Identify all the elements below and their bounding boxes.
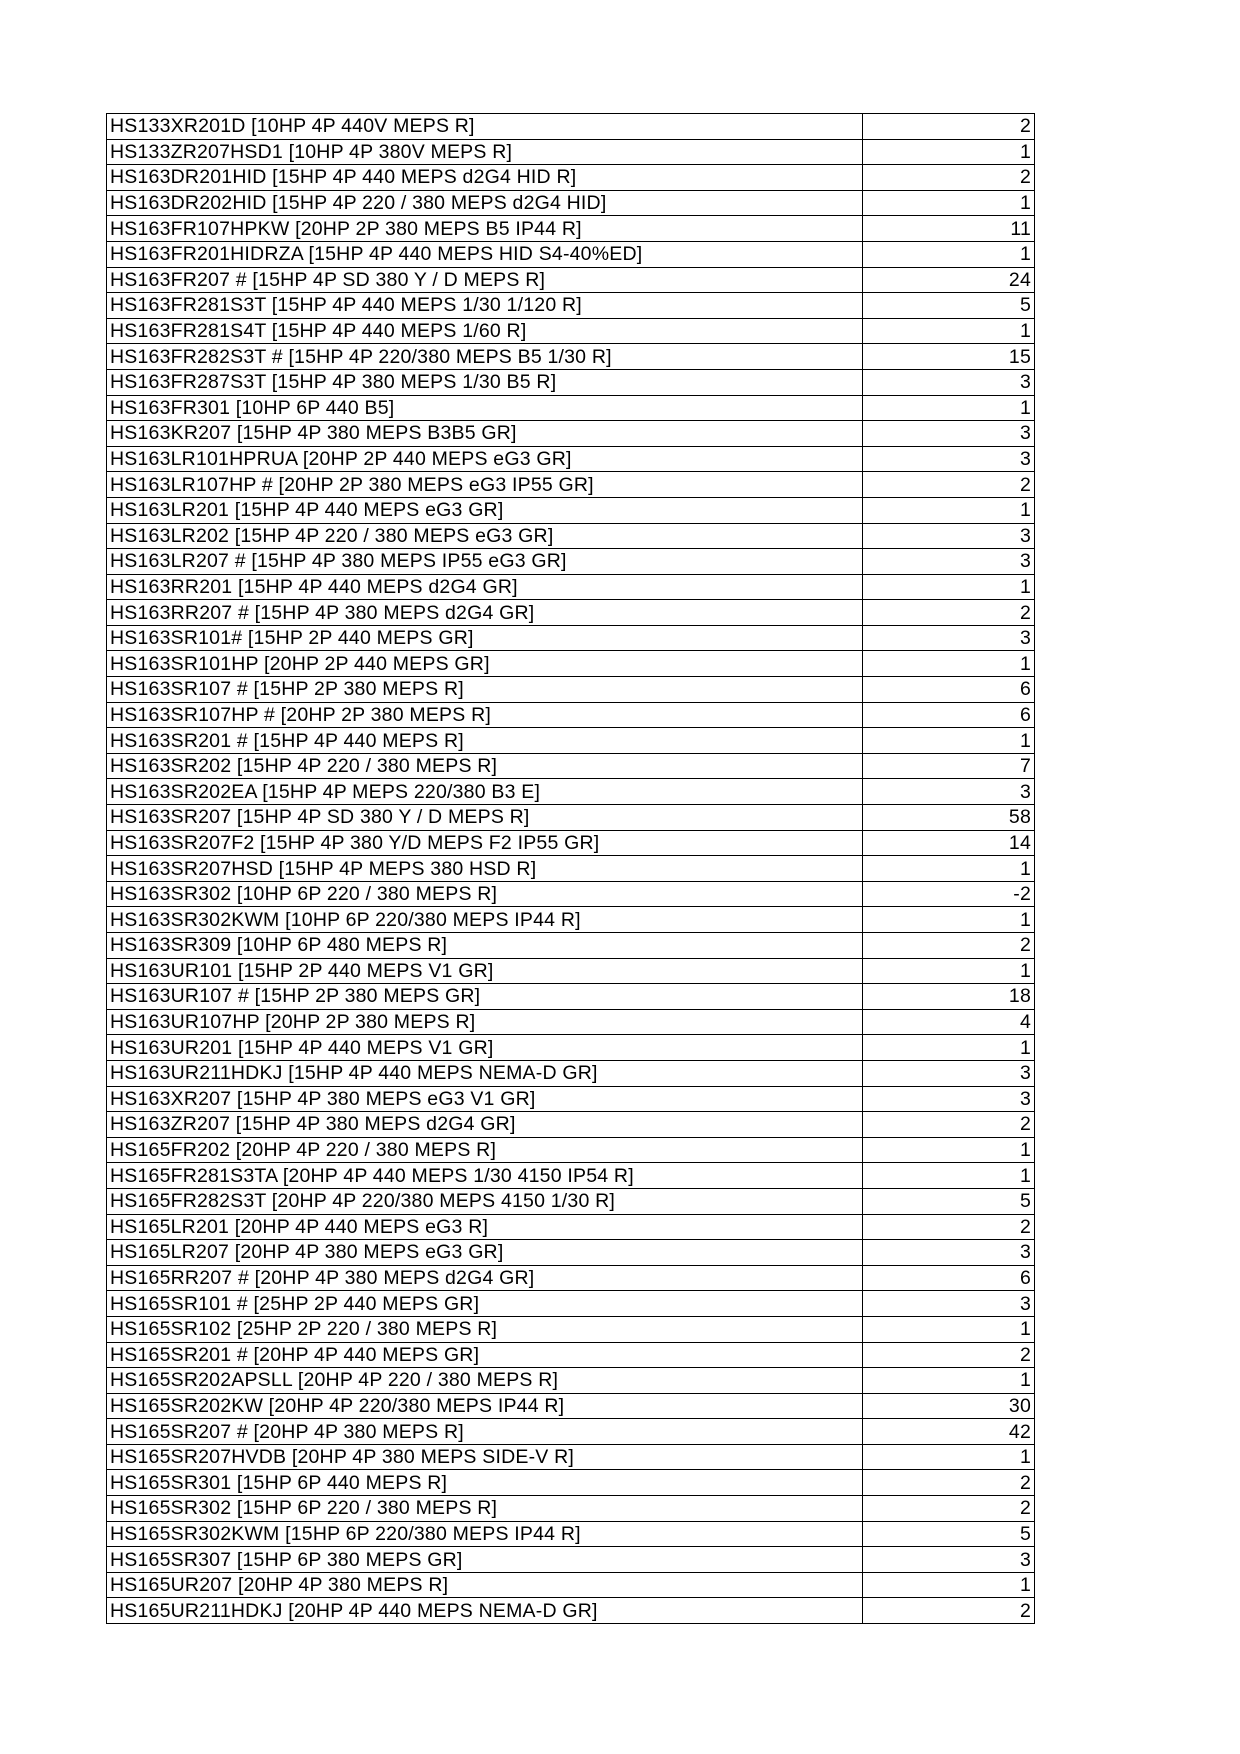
item-description-cell: HS163SR207F2 [15HP 4P 380 Y/D MEPS F2 IP55 GR] [107,830,863,856]
item-description-cell: HS165UR211HDKJ [20HP 4P 440 MEPS NEMA-D GR] [107,1598,863,1624]
item-description-cell: HS163LR201 [15HP 4P 440 MEPS eG3 GR] [107,497,863,523]
item-description-cell: HS165FR202 [20HP 4P 220 / 380 MEPS R] [107,1137,863,1163]
table-row [107,1240,1035,1266]
table-row [107,1598,1035,1624]
item-quantity-cell: 6 [863,1265,1035,1291]
item-quantity-cell: 5 [863,1521,1035,1547]
table-row [107,907,1035,933]
item-description-cell: HS165LR207 [20HP 4P 380 MEPS eG3 GR] [107,1240,863,1266]
item-quantity-cell: 1 [863,1572,1035,1598]
item-description-cell: HS163UR107 # [15HP 2P 380 MEPS GR] [107,984,863,1010]
item-description-cell: HS163FR287S3T [15HP 4P 380 MEPS 1/30 B5 R] [107,369,863,395]
item-description-cell: HS163SR202 [15HP 4P 220 / 380 MEPS R] [107,753,863,779]
table-row [107,497,1035,523]
item-description-cell: HS165SR207 # [20HP 4P 380 MEPS R] [107,1419,863,1445]
table-row [107,1368,1035,1394]
item-description-cell: HS165SR302 [15HP 6P 220 / 380 MEPS R] [107,1496,863,1522]
item-quantity-cell: 6 [863,702,1035,728]
item-description-cell: HS163SR201 # [15HP 4P 440 MEPS R] [107,728,863,754]
item-quantity-cell: 3 [863,446,1035,472]
item-quantity-cell: 1 [863,1368,1035,1394]
item-quantity-cell: 1 [863,190,1035,216]
item-quantity-cell: 3 [863,421,1035,447]
table-row [107,241,1035,267]
item-quantity-cell: 1 [863,1035,1035,1061]
item-description-cell: HS163SR309 [10HP 6P 480 MEPS R] [107,933,863,959]
table-row [107,549,1035,575]
item-description-cell: HS163UR211HDKJ [15HP 4P 440 MEPS NEMA-D GR] [107,1060,863,1086]
table-row [107,1419,1035,1445]
table-row [107,1444,1035,1470]
item-description-cell: HS163FR201HIDRZA [15HP 4P 440 MEPS HID S4-40%ED] [107,241,863,267]
item-quantity-cell: 2 [863,1112,1035,1138]
item-description-cell: HS165FR281S3TA [20HP 4P 440 MEPS 1/30 4150 IP54 R] [107,1163,863,1189]
item-quantity-cell: 2 [863,600,1035,626]
table-row [107,1547,1035,1573]
item-description-cell: HS163SR302 [10HP 6P 220 / 380 MEPS R] [107,881,863,907]
item-description-cell: HS163DR202HID [15HP 4P 220 / 380 MEPS d2G4 HID] [107,190,863,216]
item-quantity-cell: 1 [863,651,1035,677]
table-row [107,1009,1035,1035]
table-row [107,702,1035,728]
item-quantity-cell: 3 [863,1086,1035,1112]
item-quantity-cell: 58 [863,805,1035,831]
item-description-cell: HS163RR201 [15HP 4P 440 MEPS d2G4 GR] [107,574,863,600]
item-quantity-cell: 4 [863,1009,1035,1035]
item-quantity-cell: 2 [863,472,1035,498]
item-description-cell: HS163UR201 [15HP 4P 440 MEPS V1 GR] [107,1035,863,1061]
item-quantity-cell: 3 [863,779,1035,805]
item-quantity-cell: 1 [863,139,1035,165]
item-quantity-cell: 2 [863,933,1035,959]
item-description-cell: HS165SR202KW [20HP 4P 220/380 MEPS IP44 R] [107,1393,863,1419]
item-quantity-cell: 1 [863,1316,1035,1342]
item-quantity-cell: 3 [863,549,1035,575]
item-quantity-cell: -2 [863,881,1035,907]
item-description-cell: HS163FR207 # [15HP 4P SD 380 Y / D MEPS R] [107,267,863,293]
table-row [107,446,1035,472]
item-description-cell: HS163SR207HSD [15HP 4P MEPS 380 HSD R] [107,856,863,882]
item-description-cell: HS163SR202EA [15HP 4P MEPS 220/380 B3 E] [107,779,863,805]
table-row [107,1572,1035,1598]
table-row [107,1086,1035,1112]
item-description-cell: HS165SR102 [25HP 2P 220 / 380 MEPS R] [107,1316,863,1342]
table-row [107,933,1035,959]
table-row [107,1265,1035,1291]
item-quantity-cell: 15 [863,344,1035,370]
table-row [107,139,1035,165]
item-description-cell: HS165UR207 [20HP 4P 380 MEPS R] [107,1572,863,1598]
item-description-cell: HS163FR107HPKW [20HP 2P 380 MEPS B5 IP44 R] [107,216,863,242]
item-quantity-cell: 2 [863,1598,1035,1624]
table-row [107,574,1035,600]
item-quantity-cell: 1 [863,1163,1035,1189]
table-row [107,190,1035,216]
item-description-cell: HS163FR281S4T [15HP 4P 440 MEPS 1/60 R] [107,318,863,344]
item-description-cell: HS165SR302KWM [15HP 6P 220/380 MEPS IP44 R] [107,1521,863,1547]
item-quantity-cell: 18 [863,984,1035,1010]
table-row [107,1137,1035,1163]
item-quantity-cell: 1 [863,728,1035,754]
item-description-cell: HS165SR301 [15HP 6P 440 MEPS R] [107,1470,863,1496]
inventory-table-body [107,114,1035,1624]
table-row [107,856,1035,882]
item-description-cell: HS163SR207 [15HP 4P SD 380 Y / D MEPS R] [107,805,863,831]
table-row [107,958,1035,984]
table-row [107,753,1035,779]
item-quantity-cell: 1 [863,1137,1035,1163]
item-description-cell: HS165FR282S3T [20HP 4P 220/380 MEPS 4150 1/30 R] [107,1188,863,1214]
item-description-cell: HS163SR107 # [15HP 2P 380 MEPS R] [107,677,863,703]
item-quantity-cell: 2 [863,165,1035,191]
table-row [107,1316,1035,1342]
item-quantity-cell: 3 [863,1240,1035,1266]
table-row [107,472,1035,498]
item-description-cell: HS163FR281S3T [15HP 4P 440 MEPS 1/30 1/120 R] [107,293,863,319]
table-row [107,1112,1035,1138]
table-row [107,830,1035,856]
table-row [107,1163,1035,1189]
table-row [107,881,1035,907]
table-row [107,651,1035,677]
item-quantity-cell: 3 [863,1291,1035,1317]
item-description-cell: HS163SR101HP [20HP 2P 440 MEPS GR] [107,651,863,677]
table-row [107,1393,1035,1419]
item-description-cell: HS133ZR207HSD1 [10HP 4P 380V MEPS R] [107,139,863,165]
item-description-cell: HS163DR201HID [15HP 4P 440 MEPS d2G4 HID R] [107,165,863,191]
item-quantity-cell: 2 [863,1470,1035,1496]
table-row [107,1035,1035,1061]
item-quantity-cell: 1 [863,395,1035,421]
item-description-cell: HS163FR301 [10HP 6P 440 B5] [107,395,863,421]
table-row [107,1291,1035,1317]
item-quantity-cell: 30 [863,1393,1035,1419]
table-row [107,165,1035,191]
item-description-cell: HS163LR207 # [15HP 4P 380 MEPS IP55 eG3 GR] [107,549,863,575]
item-description-cell: HS163FR282S3T # [15HP 4P 220/380 MEPS B5 1/30 R] [107,344,863,370]
item-quantity-cell: 1 [863,856,1035,882]
item-quantity-cell: 3 [863,1060,1035,1086]
item-quantity-cell: 1 [863,318,1035,344]
item-quantity-cell: 1 [863,1444,1035,1470]
item-description-cell: HS163KR207 [15HP 4P 380 MEPS B3B5 GR] [107,421,863,447]
item-quantity-cell: 2 [863,114,1035,140]
item-quantity-cell: 2 [863,1496,1035,1522]
item-quantity-cell: 2 [863,1214,1035,1240]
table-row [107,984,1035,1010]
table-row [107,344,1035,370]
item-description-cell: HS163SR107HP # [20HP 2P 380 MEPS R] [107,702,863,728]
table-row [107,318,1035,344]
item-quantity-cell: 2 [863,1342,1035,1368]
table-row [107,1496,1035,1522]
table-row [107,779,1035,805]
item-quantity-cell: 7 [863,753,1035,779]
item-description-cell: HS163SR101# [15HP 2P 440 MEPS GR] [107,625,863,651]
item-description-cell: HS165RR207 # [20HP 4P 380 MEPS d2G4 GR] [107,1265,863,1291]
table-row [107,805,1035,831]
item-description-cell: HS163UR107HP [20HP 2P 380 MEPS R] [107,1009,863,1035]
table-row [107,369,1035,395]
item-quantity-cell: 3 [863,523,1035,549]
table-row [107,625,1035,651]
table-row [107,114,1035,140]
item-description-cell: HS163UR101 [15HP 2P 440 MEPS V1 GR] [107,958,863,984]
table-row [107,1342,1035,1368]
item-description-cell: HS165SR201 # [20HP 4P 440 MEPS GR] [107,1342,863,1368]
item-description-cell: HS165LR201 [20HP 4P 440 MEPS eG3 R] [107,1214,863,1240]
table-row [107,267,1035,293]
item-description-cell: HS163SR302KWM [10HP 6P 220/380 MEPS IP44 R] [107,907,863,933]
item-description-cell: HS165SR207HVDB [20HP 4P 380 MEPS SIDE-V R] [107,1444,863,1470]
item-quantity-cell: 3 [863,1547,1035,1573]
item-description-cell: HS165SR101 # [25HP 2P 440 MEPS GR] [107,1291,863,1317]
item-description-cell: HS163ZR207 [15HP 4P 380 MEPS d2G4 GR] [107,1112,863,1138]
table-row [107,1214,1035,1240]
table-row [107,395,1035,421]
table-row [107,1188,1035,1214]
item-description-cell: HS163LR101HPRUA [20HP 2P 440 MEPS eG3 GR] [107,446,863,472]
inventory-table [106,113,1035,1624]
item-quantity-cell: 1 [863,241,1035,267]
item-description-cell: HS163LR202 [15HP 4P 220 / 380 MEPS eG3 GR] [107,523,863,549]
item-quantity-cell: 14 [863,830,1035,856]
item-quantity-cell: 3 [863,625,1035,651]
item-quantity-cell: 42 [863,1419,1035,1445]
table-row [107,1521,1035,1547]
item-description-cell: HS163RR207 # [15HP 4P 380 MEPS d2G4 GR] [107,600,863,626]
item-quantity-cell: 5 [863,1188,1035,1214]
item-quantity-cell: 11 [863,216,1035,242]
table-row [107,293,1035,319]
item-description-cell: HS165SR307 [15HP 6P 380 MEPS GR] [107,1547,863,1573]
item-quantity-cell: 24 [863,267,1035,293]
item-quantity-cell: 3 [863,369,1035,395]
item-quantity-cell: 5 [863,293,1035,319]
table-row [107,1060,1035,1086]
item-quantity-cell: 1 [863,958,1035,984]
table-row [107,677,1035,703]
table-row [107,600,1035,626]
table-row [107,216,1035,242]
table-row [107,1470,1035,1496]
table-row [107,728,1035,754]
item-quantity-cell: 1 [863,907,1035,933]
item-quantity-cell: 6 [863,677,1035,703]
item-description-cell: HS163LR107HP # [20HP 2P 380 MEPS eG3 IP55 GR] [107,472,863,498]
table-row [107,523,1035,549]
table-row [107,421,1035,447]
item-description-cell: HS133XR201D [10HP 4P 440V MEPS R] [107,114,863,140]
item-description-cell: HS165SR202APSLL [20HP 4P 220 / 380 MEPS R] [107,1368,863,1394]
item-quantity-cell: 1 [863,497,1035,523]
item-quantity-cell: 1 [863,574,1035,600]
item-description-cell: HS163XR207 [15HP 4P 380 MEPS eG3 V1 GR] [107,1086,863,1112]
